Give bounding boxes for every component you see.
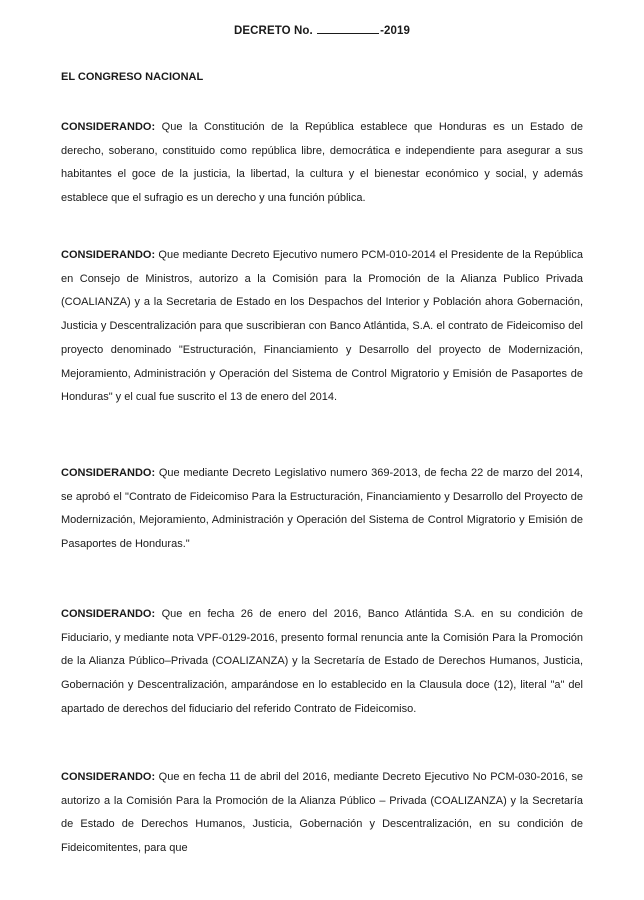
considerando-paragraph-4 bbox=[61, 603, 583, 722]
paragraph-text: Que en fecha 26 de enero del 2016, Banco Atlántida S.A. en su condición de Fiduciario, y mediante nota VPF-0129-2016, presento formal renuncia ante la Comisión Para la Promoción de la Alianza Público–Privada (COALIZANZA) y la Secretaría de Estado de Derechos Humanos, Justicia, Gobernación y Descentralización, amparándose en lo establecido en la Clausula doce (12), literal "a" del apartado de derechos del fiduciario del referido Contrato de Fideicomiso. bbox=[61, 608, 583, 715]
considerando-paragraph-5 bbox=[61, 766, 583, 861]
considerando-label: CONSIDERANDO: bbox=[61, 121, 156, 133]
considerando-label: CONSIDERANDO: bbox=[61, 249, 156, 261]
paragraph-text: Que la Constitución de la República establece que Honduras es un Estado de derecho, soberano, constituido como república libre, democrática e independiente para asegurar a sus habitantes el goce de la justicia, la libertad, la cultura y el bienestar económico y social, y además establece que el sufragio es un derecho y una función pública. bbox=[61, 121, 583, 205]
congress-heading: EL CONGRESO NACIONAL bbox=[61, 71, 204, 83]
considerando-paragraph-2 bbox=[61, 244, 583, 410]
paragraph-text: Que mediante Decreto Ejecutivo numero PCM-010-2014 el Presidente de la República en Consejo de Ministros, autorizo a la Comisión para la Promoción de la Alianza Publico Privada (COALIANZA) y a la Secretaria de Estado en los Despachos del Interior y Población ahora Gobernación, Justicia y Descentralización para que suscribieran con Banco Atlántida, S.A. el contrato de Fideicomiso del proyecto denominado "Estructuración, Financiamiento y Desarrollo del proyecto de Modernización, Mejoramiento, Administración y Operación del Sistema de Control Migratorio y Emisión de Pasaportes de Honduras" y el cual fue suscrito el 13 de enero del 2014. bbox=[61, 249, 583, 404]
decree-title-suffix: -2019 bbox=[380, 25, 411, 37]
paragraph-text: Que mediante Decreto Legislativo numero 369-2013, de fecha 22 de marzo del 2014, se aprobó el "Contrato de Fideicomiso Para la Estructuración, Financiamiento y Desarrollo del Proyecto de Modernización, Mejoramiento, Administración y Operación del Sistema de Control Migratorio y Emisión de Pasaportes de Honduras." bbox=[61, 467, 583, 551]
decree-title-prefix: DECRETO No. bbox=[233, 25, 313, 37]
considerando-paragraph-3 bbox=[61, 462, 583, 557]
paragraph-text: Que en fecha 11 de abril del 2016, mediante Decreto Ejecutivo No PCM-030-2016, se autorizo a la Comisión Para la Promoción de la Alianza Público – Privada (COALIZANZA) y la Secretaría de Estado de Derechos Humanos, Justicia, Gobernación y Descentralización, en su condición de Fideicomitentes, para que bbox=[61, 771, 583, 855]
considerando-label: CONSIDERANDO: bbox=[61, 608, 156, 620]
considerando-paragraph-1 bbox=[61, 116, 583, 211]
considerando-label: CONSIDERANDO: bbox=[61, 467, 156, 479]
decree-title bbox=[0, 24, 644, 37]
decree-number-blank bbox=[317, 24, 379, 34]
considerando-label: CONSIDERANDO: bbox=[61, 771, 156, 783]
